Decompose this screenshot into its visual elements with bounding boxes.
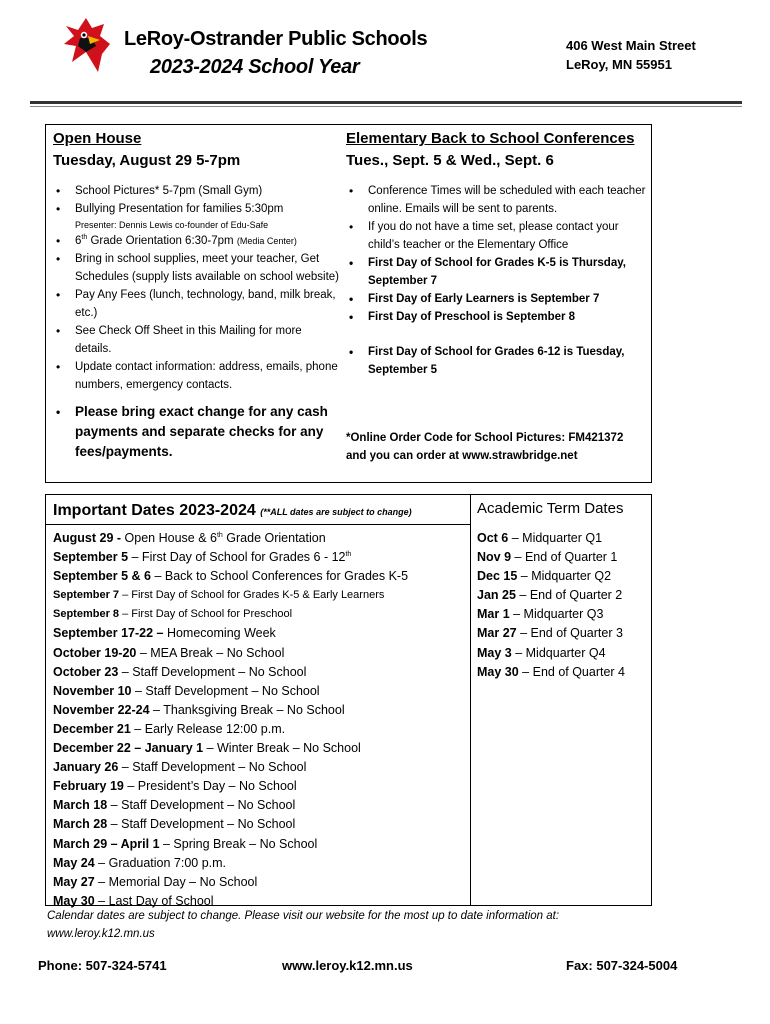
date-row: September 8 – First Day of School for Preschool xyxy=(53,608,293,621)
open-house-section xyxy=(46,125,339,462)
date-row: January 26 – Staff Development – No School xyxy=(53,760,307,775)
footer-phone: Phone: 507-324-5741 xyxy=(38,958,167,973)
term-row: Oct 6 – Midquarter Q1 xyxy=(477,531,603,545)
date-row: September 5 – First Day of School for Grades 6 - 12th xyxy=(53,550,352,565)
important-dates-note: (**ALL dates are subject to change) xyxy=(260,507,412,517)
footer-fax: Fax: 507-324-5004 xyxy=(566,958,678,973)
date-row: September 5 & 6 – Back to School Conferences for Grades K-5 xyxy=(53,569,409,584)
date-row: October 23 – Staff Development – No School xyxy=(53,664,307,679)
date-row: November 22-24 – Thanksgiving Break – No School xyxy=(53,702,345,717)
important-dates-title: Important Dates 2023-2024 (**ALL dates are subject to change) xyxy=(53,502,412,519)
open-house-list xyxy=(53,182,339,462)
list-item: • Bring in school supplies, meet your teacher, Get Schedules (supply lists available on school website) xyxy=(53,250,339,286)
academic-terms-section xyxy=(477,500,625,682)
date-row: May 30 – Last Day of School xyxy=(53,893,214,908)
list-item: • 6th Grade Orientation 6:30-7pm (Media Center) xyxy=(53,232,339,250)
academic-terms-title: Academic Term Dates xyxy=(477,500,624,517)
date-row: March 29 – April 1 – Spring Break – No School xyxy=(53,836,318,851)
list-item: • If you do not have a time set, please contact your child’s teacher or the Elementary Office xyxy=(346,218,652,254)
date-row: November 10 – Staff Development – No School xyxy=(53,683,320,698)
date-row: September 7 – First Day of School for Grades K-5 & Early Learners xyxy=(53,589,385,602)
list-item-emphasis: • Please bring exact change for any cash payments and separate checks for any fees/payments. xyxy=(53,402,339,462)
conferences-section xyxy=(339,125,652,462)
dates-box xyxy=(45,494,652,906)
important-dates-section xyxy=(46,495,471,908)
date-row: February 19 – President’s Day – No School xyxy=(53,779,297,794)
list-item: • Pay Any Fees (lunch, technology, band, milk break, etc.) xyxy=(53,286,339,322)
important-dates-list xyxy=(53,529,408,911)
list-item: • School Pictures* 5-7pm (Small Gym) xyxy=(53,182,339,200)
date-row: September 17-22 – Homecoming Week xyxy=(53,626,276,641)
list-item: • First Day of School for Grades 6-12 is Tuesday, September 5 xyxy=(346,343,652,379)
school-year: 2023-2024 School Year xyxy=(150,56,360,78)
list-item: • Bullying Presentation for families 5:30pm xyxy=(53,200,339,218)
list-item: • First Day of School for Grades K-5 is Thursday, September 7 xyxy=(346,254,652,290)
address-city: LeRoy, MN 55951 xyxy=(566,57,672,72)
footnote: Calendar dates are subject to change. Please visit our website for the most up to date information at: www.leroy.k12.mn.us xyxy=(47,910,560,940)
conferences-list xyxy=(346,182,652,379)
date-row: October 19-20 – MEA Break – No School xyxy=(53,645,285,660)
header-divider-thin xyxy=(30,106,742,107)
open-house-title: Open House xyxy=(53,130,142,147)
address-street: 406 West Main Street xyxy=(566,38,696,53)
list-item-note: Presenter: Dennis Lewis co-founder of Edu-Safe xyxy=(75,220,269,230)
cardinal-logo xyxy=(58,14,114,76)
term-row: May 30 – End of Quarter 4 xyxy=(477,664,626,679)
section-divider xyxy=(46,524,471,525)
events-box xyxy=(45,124,652,483)
open-house-date: Tuesday, August 29 5-7pm xyxy=(53,152,241,169)
header-divider xyxy=(30,101,742,104)
term-row: May 3 – Midquarter Q4 xyxy=(477,645,606,660)
date-row: May 27 – Memorial Day – No School xyxy=(53,874,258,889)
conferences-date: Tues., Sept. 5 & Wed., Sept. 6 xyxy=(346,152,554,169)
term-row: Jan 25 – End of Quarter 2 xyxy=(477,588,623,603)
date-row: March 18 – Staff Development – No School xyxy=(53,798,296,813)
date-row: March 28 – Staff Development – No School xyxy=(53,817,296,832)
date-row: December 22 – January 1 – Winter Break – No School xyxy=(53,741,361,756)
academic-terms-list xyxy=(477,529,625,682)
list-item: • Update contact information: address, emails, phone numbers, emergency contacts. xyxy=(53,358,339,394)
list-item: • Conference Times will be scheduled with each teacher online. Emails will be sent to parents. xyxy=(346,182,652,218)
date-row: December 21 – Early Release 12:00 p.m. xyxy=(53,721,286,736)
list-item: • First Day of Preschool is September 8 xyxy=(346,308,652,326)
term-row: Mar 27 – End of Quarter 3 xyxy=(477,626,623,641)
term-row: Mar 1 – Midquarter Q3 xyxy=(477,607,604,622)
date-row: May 24 – Graduation 7:00 p.m. xyxy=(53,855,227,870)
list-item: • See Check Off Sheet in this Mailing for more details. xyxy=(53,322,339,358)
list-item: • First Day of Early Learners is September 7 xyxy=(346,290,652,308)
school-name: LeRoy-Ostrander Public Schools xyxy=(124,28,428,50)
term-row: Nov 9 – End of Quarter 1 xyxy=(477,550,618,565)
conferences-title: Elementary Back to School Conferences xyxy=(346,130,635,147)
footer-website[interactable]: www.leroy.k12.mn.us xyxy=(282,958,413,973)
term-row: Dec 15 – Midquarter Q2 xyxy=(477,569,612,584)
picture-order-note: *Online Order Code for School Pictures: FM421372 and you can order at www.strawbridge.net xyxy=(346,432,624,462)
date-row: August 29 - Open House & 6th Grade Orientation xyxy=(53,531,326,545)
